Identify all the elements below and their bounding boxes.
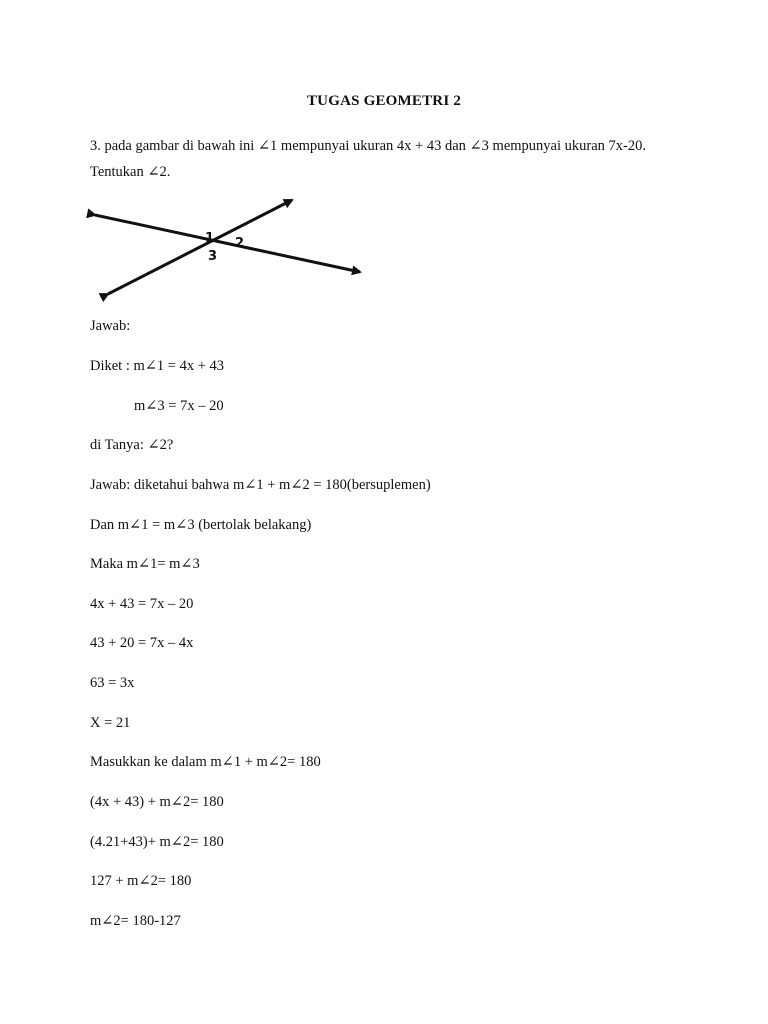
solution-line: Dan m∠1 = m∠3 (bertolak belakang) xyxy=(90,517,312,533)
solution-line: (4x + 43) + m∠2= 180 xyxy=(90,794,224,810)
solution-line: 4x + 43 = 7x – 20 xyxy=(90,596,194,612)
angle-label-1: 1 xyxy=(205,231,215,246)
solution-line: Masukkan ke dalam m∠1 + m∠2= 180 xyxy=(90,754,321,770)
solution-line: Jawab: diketahui bahwa m∠1 + m∠2 = 180(bersuplemen) xyxy=(90,477,431,493)
asked-line: di Tanya: ∠2? xyxy=(90,437,174,453)
intersecting-lines-diagram xyxy=(80,190,380,305)
known-angle-3: m∠3 = 7x – 20 xyxy=(134,398,224,414)
solution-line: 63 = 3x xyxy=(90,675,135,691)
line-left-to-right xyxy=(95,215,360,272)
question-line-2: Tentukan ∠2. xyxy=(90,164,171,180)
solution-line: 43 + 20 = 7x – 4x xyxy=(90,635,194,651)
solution-line: m∠2= 180-127 xyxy=(90,913,181,929)
question-line-1: 3. pada gambar di bawah ini ∠1 mempunyai ukuran 4x + 43 dan ∠3 mempunyai ukuran 7x-20. xyxy=(90,138,646,154)
angle-label-3: 3 xyxy=(208,249,218,264)
line-lower-left-to-upper-right xyxy=(108,200,292,294)
solution-line: 127 + m∠2= 180 xyxy=(90,873,192,889)
document-title: TUGAS GEOMETRI 2 xyxy=(306,93,462,109)
answer-heading: Jawab: xyxy=(90,318,131,334)
known-angle-1: Diket : m∠1 = 4x + 43 xyxy=(90,358,225,374)
question-text xyxy=(90,133,690,185)
solution-line: (4.21+43)+ m∠2= 180 xyxy=(90,834,224,850)
angle-label-2: 2 xyxy=(235,236,245,251)
solution-line: Maka m∠1= m∠3 xyxy=(90,556,200,572)
solution-line: X = 21 xyxy=(90,715,131,731)
